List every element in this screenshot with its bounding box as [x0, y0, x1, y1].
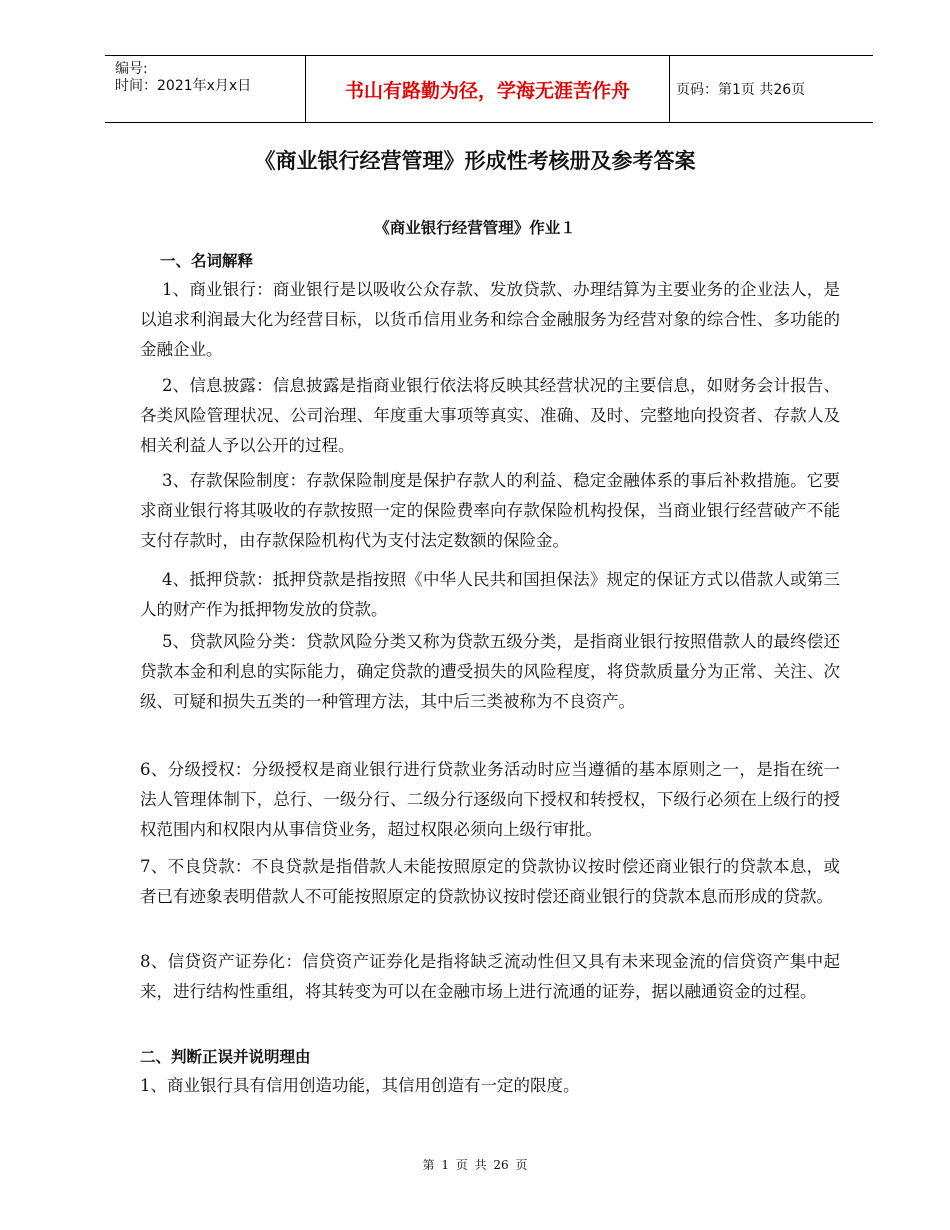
page-header — [105, 55, 873, 123]
document-time: 时间：2021年x月x日 — [115, 78, 252, 94]
section-heading-true-false: 二、判断正误并说明理由 — [140, 1048, 311, 1066]
header-page-info: 页码：第1页 共26页 — [676, 82, 806, 98]
page-footer: 第 1 页 共 26 页 — [422, 1158, 528, 1172]
document-title: 《商业银行经营管理》形成性考核册及参考答案 — [254, 149, 696, 173]
header-meta — [105, 56, 305, 122]
document-number-label: 编号: — [115, 61, 148, 77]
term-item: 6、分级授权：分级授权是商业银行进行贷款业务活动时应当遵循的基本原则之一，是指在统一法人管理体制下，总行、一级分行、二级分行逐级向下授权和转授权，下级行必须在上级行的授权范围内和权限内从事信贷业务，超过权限必须向上级行审批。 — [140, 760, 840, 839]
true-false-item: 1、商业银行具有信用创造功能，其信用创造有一定的限度。 — [140, 1076, 580, 1095]
term-item: 1、商业银行：商业银行是以吸收公众存款、发放贷款、办理结算为主要业务的企业法人，是以追求利润最大化为经营目标，以货币信用业务和综合金融服务为经营对象的综合性、多功能的金融企业。 — [140, 280, 840, 359]
assignment-subtitle: 《商业银行经营管理》作业１ — [374, 219, 576, 237]
term-item: 8、信贷资产证券化：信贷资产证券化是指将缺乏流动性但又具有未来现金流的信贷资产集中起来，进行结构性重组，将其转变为可以在金融市场上进行流通的证券，据以融通资金的过程。 — [140, 952, 840, 1001]
section-heading-terms: 一、名词解释 — [160, 252, 254, 270]
term-item: 7、不良贷款：不良贷款是指借款人未能按照原定的贷款协议按时偿还商业银行的贷款本息，或者已有迹象表明借款人不可能按照原定的贷款协议按时偿还商业银行的贷款本息而形成的贷款。 — [140, 857, 840, 906]
term-item: 3、存款保险制度：存款保险制度是保护存款人的利益、稳定金融体系的事后补救措施。它要求商业银行将其吸收的存款按照一定的保险费率向存款保险机构投保，当商业银行经营破产不能支付存款时，由存款保险机构代为支付法定数额的保险金。 — [140, 471, 840, 550]
header-motto: 书山有路勤为径，学海无涯苦作舟 — [305, 56, 670, 122]
term-item: 4、抵押贷款：抵押贷款是指按照《中华人民共和国担保法》规定的保证方式以借款人或第三人的财产作为抵押物发放的贷款。 — [140, 570, 840, 619]
term-item: 2、信息披露：信息披露是指商业银行依法将反映其经营状况的主要信息，如财务会计报告、各类风险管理状况、公司治理、年度重大事项等真实、准确、及时、完整地向投资者、存款人及相关利益人予以公开的过程。 — [140, 376, 840, 455]
term-item: 5、贷款风险分类：贷款风险分类又称为贷款五级分类，是指商业银行按照借款人的最终偿还贷款本金和利息的实际能力，确定贷款的遭受损失的风险程度，将贷款质量分为正常、关注、次级、可疑和损失五类的一种管理方法，其中后三类被称为不良资产。 — [140, 632, 840, 711]
